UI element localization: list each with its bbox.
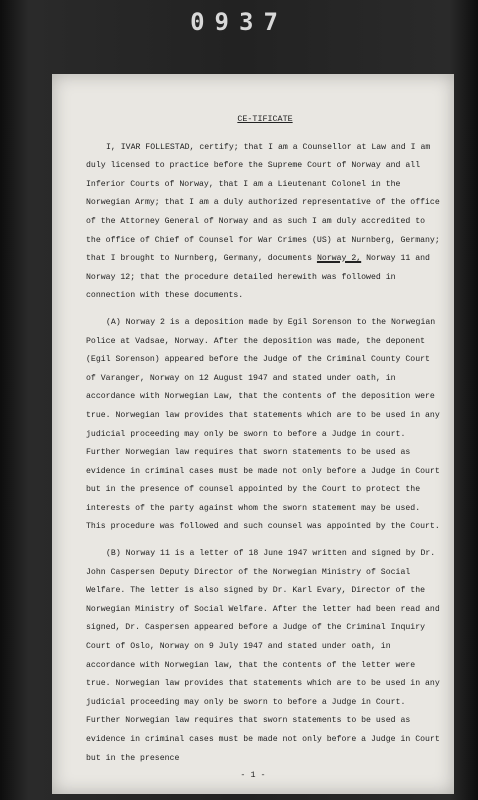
underlined-document-ref: Norway 2,	[316, 254, 362, 264]
document-page	[52, 74, 454, 794]
document-body	[86, 110, 444, 776]
paragraph-a-text: (A) Norway 2 is a deposition made by Egil Sorenson to the Norwegian Police at Vadsae, Norway. After the deposition was made, the deponent (Egil Sorenson) appeared before the Judge of the Criminal County Court of Varanger, Norway on 12 August 1947 and stated under oath, in accordance with Norwegian Law, that the contents of the deposition were true. Norwegian law provides that statements which are to be used in any judicial proceeding may only be sworn to before a Judge in court. Further Norwegian law requires that sworn statements to be used as evidence in criminal cases must be made not only before a Judge in Court but in the presence of counsel appointed by the Court to protect the interests of the party against whom the sworn statement may be used. This procedure was followed and such counsel was appointed by the Court.	[86, 317, 440, 532]
paragraph-intro-text: I, IVAR FOLLESTAD, certify; that I am a Counsellor at Law and I am duly licensed to practice before the Supreme Court of Norway and all Inferior Courts of Norway, that I am a Lieutenant Colonel in the Norwegian Army; that I am a duly authorized representative of the office of the Attorney General of Norway and as such I am duly accredited to the office of Chief of Counsel for War Crimes (US) at Nurnberg, Germany; that I brought to Nurnberg, Germany, documents	[86, 142, 440, 264]
paragraph-b	[86, 545, 444, 768]
film-frame-number: 0937	[190, 8, 288, 36]
paragraph-intro-tail: Norway 11 and Norway 12; that the procedure detailed herewith was followed in connection with these documents.	[86, 254, 430, 301]
paragraph-intro	[86, 139, 444, 306]
paragraph-b-text: (B) Norway 11 is a letter of 18 June 1947 written and signed by Dr. John Caspersen Deputy Director of the Norwegian Ministry of Social Welfare. The letter is also signed by Dr. Karl Evary, Director of the Norwegian Ministry of Social Welfare. After the letter had been read and signed, Dr. Caspersen appeared before a Judge of the Criminal Inquiry Court of Oslo, Norway on 9 July 1947 and stated under oath, in accordance with Norwegian law, that the contents of the letter were true. Norwegian law provides that statements which are to be used in any judicial proceeding may only be sworn to before a Judge in Court. Further Norwegian law requires that sworn statements to be used as evidence in criminal cases must be made not only before a Judge in Court but in the presence	[86, 549, 440, 763]
paragraph-a	[86, 314, 444, 537]
document-title: CE-TIFICATE	[237, 114, 293, 124]
page-number: - 1 -	[240, 770, 266, 780]
